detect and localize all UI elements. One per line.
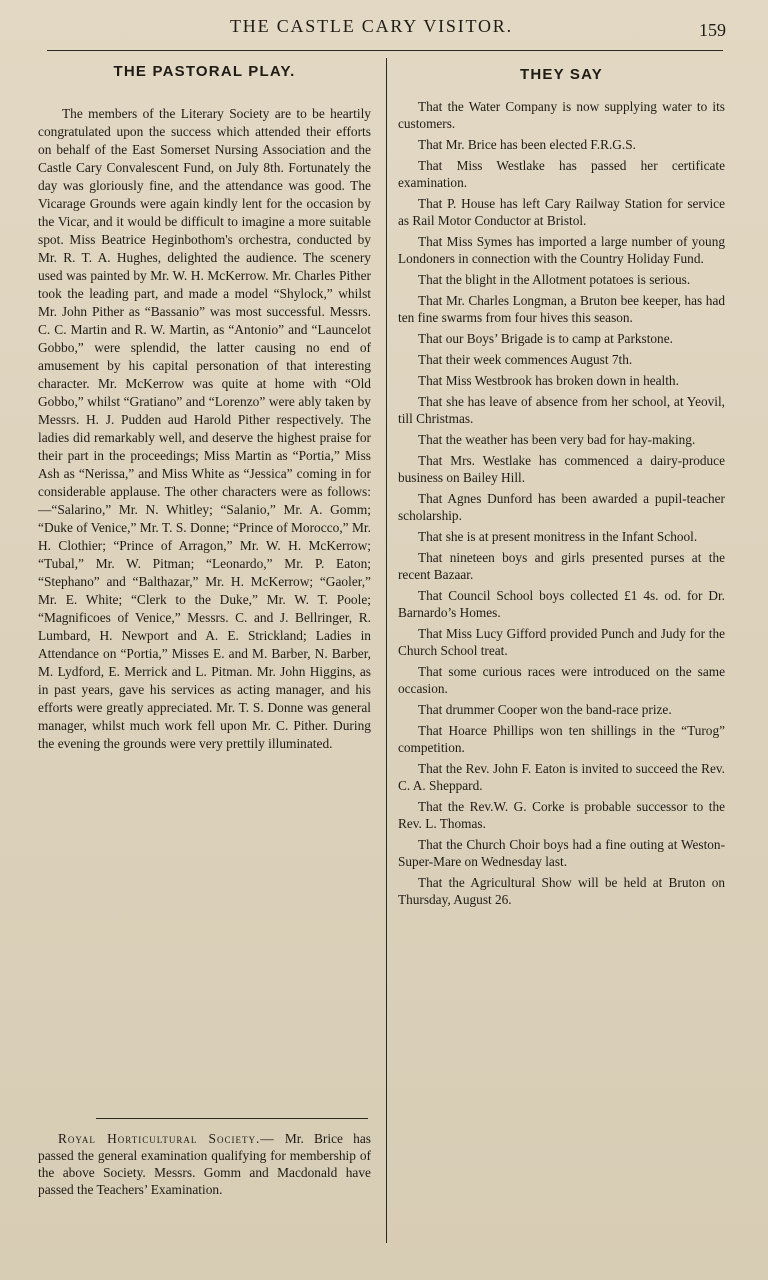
they-say-list <box>398 98 725 912</box>
they-say-item: That Miss Westlake has passed her certificate examination. <box>398 158 725 190</box>
they-say-item: That the Church Choir boys had a fine outing at Weston-Super-Mare on Wednesday last. <box>398 837 725 869</box>
they-say-item: That Mr. Charles Longman, a Bruton bee keeper, has had ten fine swarms from four hives this season. <box>398 293 725 325</box>
they-say-item: That the blight in the Allotment potatoes is serious. <box>418 272 691 287</box>
royal-horticultural-notice <box>38 1130 371 1198</box>
they-say-item: That Miss Westbrook has broken down in health. <box>418 373 679 388</box>
they-say-item: That she is at present monitress in the Infant School. <box>418 529 698 544</box>
running-head <box>0 8 768 44</box>
they-say-item: That the Agricultural Show will be held at Bruton on Thursday, August 26. <box>398 875 725 907</box>
they-say-title: THEY SAY <box>520 66 603 83</box>
they-say-item: That the Water Company is now supplying water to its customers. <box>398 99 725 131</box>
column-rule <box>386 58 387 1243</box>
they-say-item: That drummer Cooper won the band-race prize. <box>418 702 672 717</box>
they-say-item: That our Boys’ Brigade is to camp at Parkstone. <box>418 331 673 346</box>
pastoral-play-title: THE PASTORAL PLAY. <box>113 63 296 80</box>
they-say-item: That Hoarce Phillips won ten shillings in the “Turog” competition. <box>398 723 725 755</box>
page-number: 159 <box>699 20 726 40</box>
they-say-item: That she has leave of absence from her school, at Yeovil, till Christmas. <box>398 394 725 426</box>
they-say-item: That their week commences August 7th. <box>418 352 633 367</box>
header-rule <box>47 50 723 51</box>
they-say-item: That the Rev.W. G. Corke is probable successor to the Rev. L. Thomas. <box>398 799 725 831</box>
they-say-item: That P. House has left Cary Railway Station for service as Rail Motor Conductor at Bristol. <box>398 196 725 228</box>
they-say-item: That Council School boys collected £1 4s. od. for Dr. Barnardo’s Homes. <box>398 588 725 620</box>
they-say-item: That the weather has been very bad for hay-making. <box>418 432 696 447</box>
section-divider <box>96 1118 368 1119</box>
they-say-item: That the Rev. John F. Eaton is invited to succeed the Rev. C. A. Sheppard. <box>398 761 725 793</box>
they-say-item: That nineteen boys and girls presented purses at the recent Bazaar. <box>398 550 725 582</box>
royal-horticultural-heading: Royal Horticultural Society.— <box>58 1131 275 1146</box>
royal-horticultural-body: Mr. Brice has passed the general examination qualifying for membership of the above Society. Messrs. Gomm and Macdonald have passed the Teachers’ Examination. <box>38 1131 371 1197</box>
they-say-item: That Miss Lucy Gifford provided Punch and Judy for the Church School treat. <box>398 626 725 658</box>
they-say-item: That Agnes Dunford has been awarded a pupil-teacher scholarship. <box>398 491 725 523</box>
they-say-item: That Mrs. Westlake has commenced a dairy-produce business on Bailey Hill. <box>398 453 725 485</box>
they-say-item: That Mr. Brice has been elected F.R.G.S. <box>418 137 636 152</box>
they-say-item: That Miss Symes has imported a large number of young Londoners in connection with the Country Holiday Fund. <box>398 234 725 266</box>
they-say-item: That some curious races were introduced on the same occasion. <box>398 664 725 696</box>
running-title: THE CASTLE CARY VISITOR. <box>230 16 513 36</box>
pastoral-play-article: The members of the Literary Society are to be heartily congratulated upon the success which attended their efforts on behalf of the East Somerset Nursing Association and the Castle Cary Convalescent Fund, on July 8th. Fortunately the day was gloriously fine, and the attendance was good. The Vicarage Grounds were again kindly lent for the occasion by the Vicar, and it would be difficult to imagine a more suitable spot. Miss Beatrice Heginbothom's orchestra, conducted by Mr. R. T. A. Hughes, delighted the audience. The scenery used was painted by Mr. W. H. McKerrow. Mr. Charles Pither took the leading part, and made a model “Shylock,” whilst Mr. John Pither as “Bassanio” was most successful. Messrs. C. C. Martin and R. W. Martin, as “Antonio” and “Launcelot Gobbo,” were splendid, the latter causing no end of amusement by his capital personation of that interesting character. Mr. McKerrow was quite at home with “Old Gobbo,” whilst “Gratiano” and “Lorenzo” were ably taken by Messrs. H. J. Pudden aud Harold Pither respectively. The ladies did remarkably well, and deserve the highest praise for their part in the proceedings; Miss Martin as “Portia,” Miss Ash as “Nerissa,” and Miss White as “Jessica” coming in for considerable applause. The other characters were as follows:—“Salarino,” Mr. N. Whitley; “Salanio,” Mr. A. Gomm; “Duke of Venice,” Mr. T. S. Donne; “Prince of Morocco,” Mr. H. Clothier; “Prince of Arragon,” Mr. W. H. McKerrow; “Tubal,” Mr. W. Pitman; “Leonardo,” Mr. P. Eaton; “Stephano” and “Balthazar,” Mr. H. McKerrow; “Gaoler,” Mr. E. White; “Clerk to the Duke,” Mr. W. T. Poole; “Magnificoes of Venice,” Messrs. C. and J. Bellringer, R. Lumbard, H. Newport and A. E. Strickland; Ladies in Attendance on “Portia,” Misses E. and M. Barber, N. Barber, M. Lydford, E. Merrick and L. Pitman. Mr. John Higgins, as in past years, gave his services as acting manager, and his efforts were greatly appreciated. Mr. T. S. Donne was general manager, whilst much work fell upon Mr. C. Pither. During the evening the grounds were very prettily illuminated. <box>38 106 371 751</box>
